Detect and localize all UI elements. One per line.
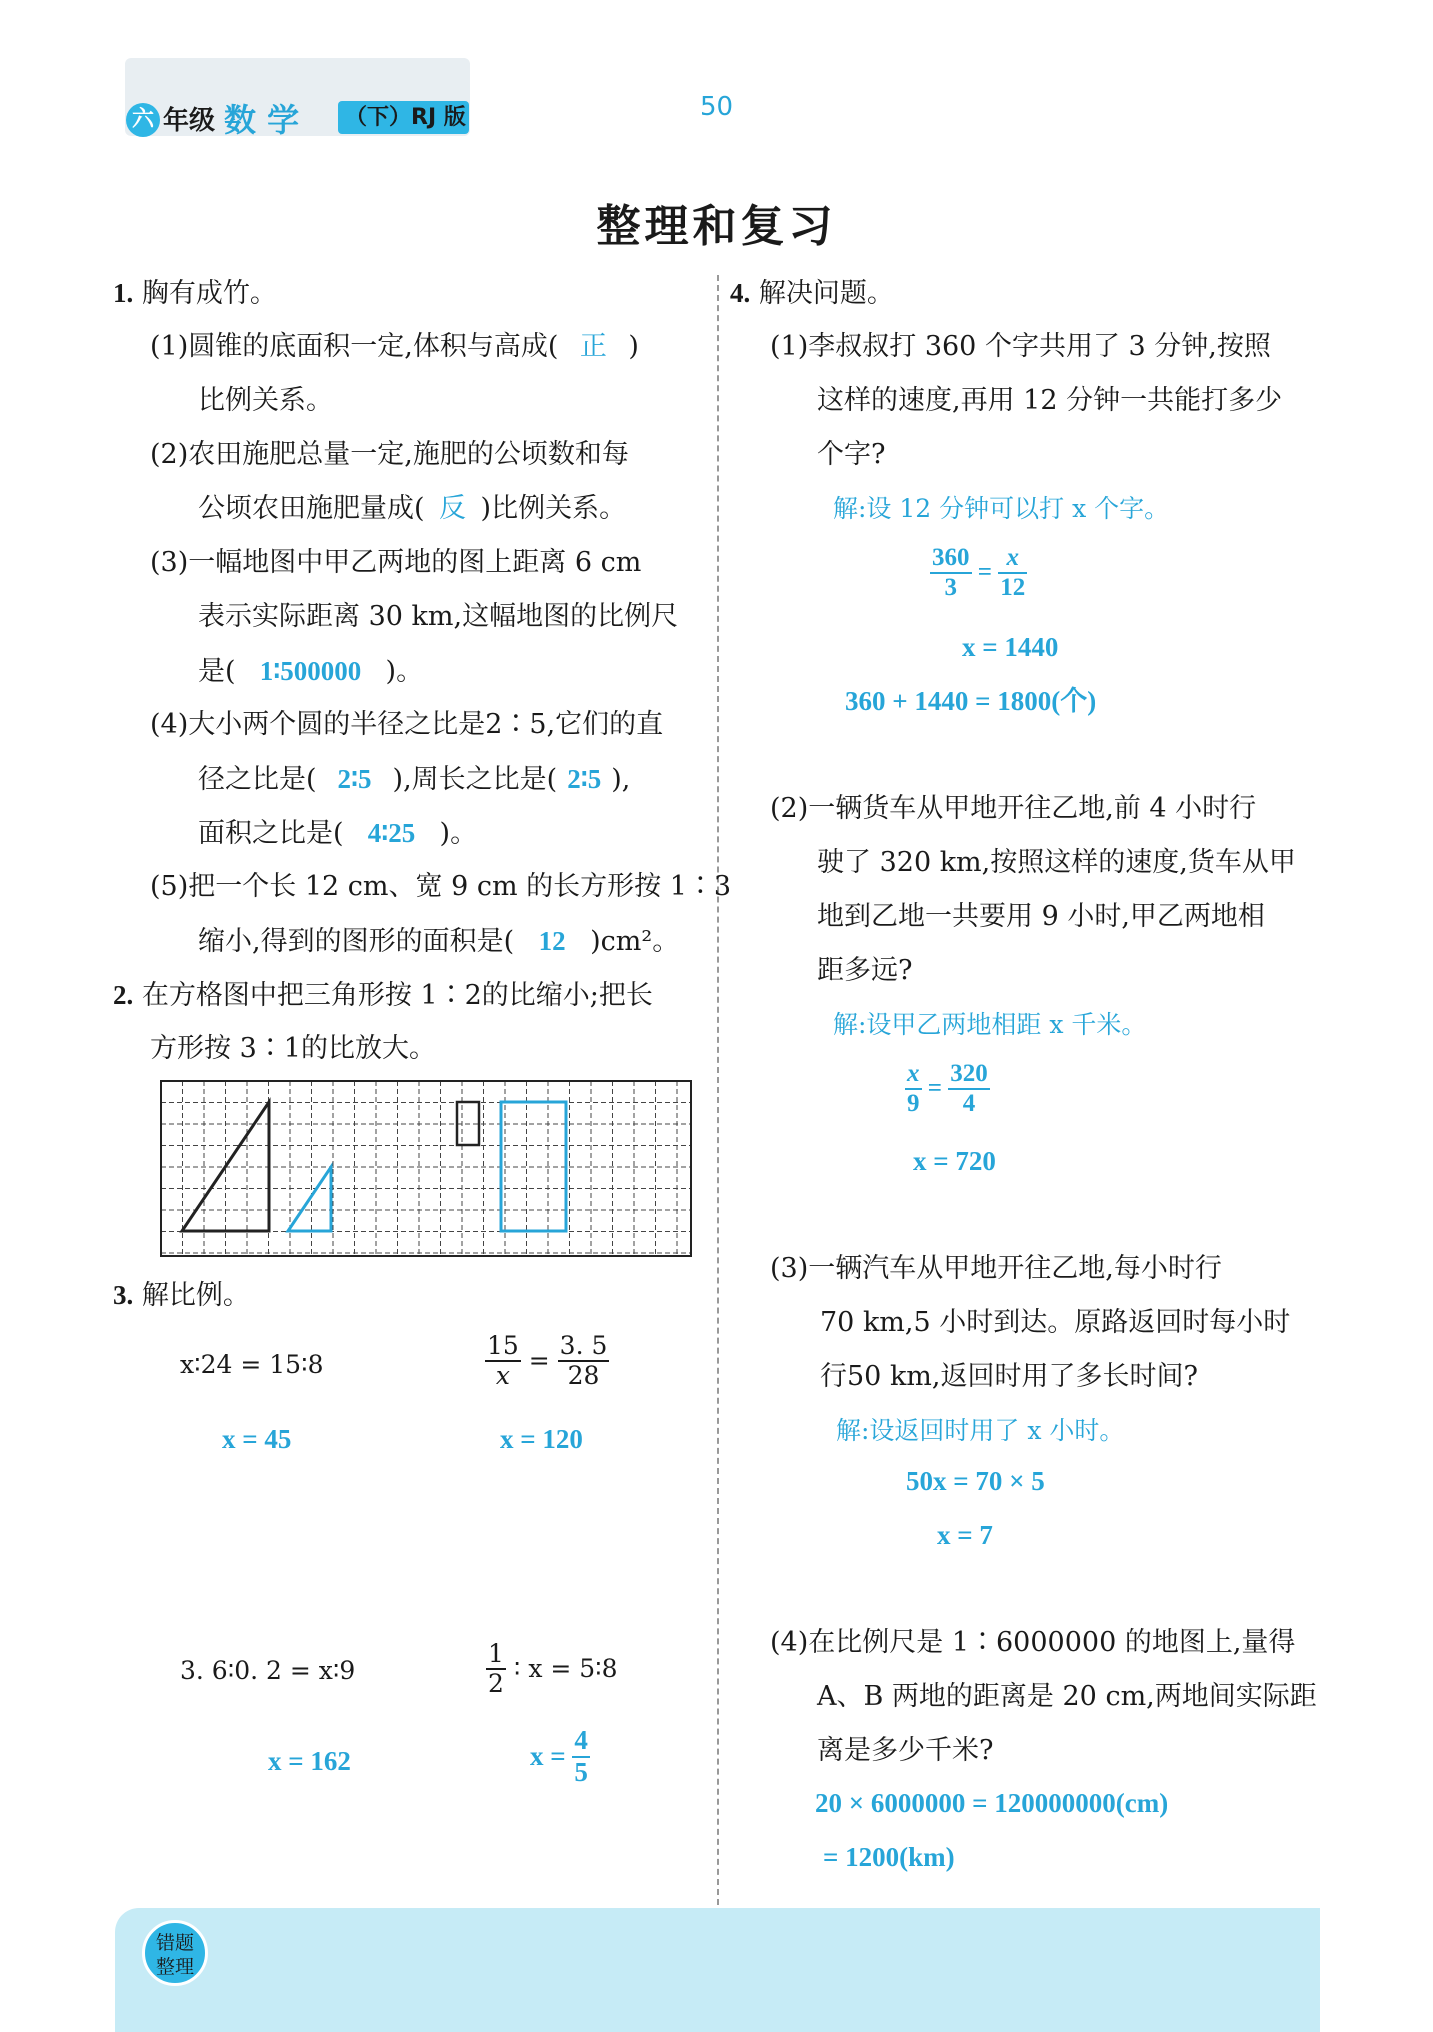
q4-s2-line4: 距多远? — [817, 955, 913, 986]
q3-eq2-frac2 — [558, 1332, 610, 1389]
q4-s1-frac1 — [930, 544, 972, 601]
q4-s4-answer2: = 1200(km) — [823, 1842, 955, 1872]
q4-s2-den2: 4 — [962, 1089, 976, 1117]
q4-s1-num2: x — [998, 544, 1027, 574]
q1-p2-tail: )比例关系。 — [480, 493, 627, 524]
error-notes-band — [115, 1908, 1320, 2032]
page-number: 50 — [700, 92, 734, 122]
q3-eq2-num2: 3. 5 — [559, 1331, 608, 1360]
q4-s1-x: x = 1440 — [962, 632, 1059, 662]
q3-number: 3. — [113, 1280, 134, 1310]
q2-number: 2. — [113, 980, 134, 1010]
q1-p3-answer: 1∶500000 — [259, 656, 362, 686]
badge-line2: 整理 — [155, 1956, 194, 1978]
q3-ans3: x = 162 — [268, 1746, 351, 1776]
q1-p4-text: 径之比是( — [198, 764, 317, 795]
q3-ans4-num: 4 — [572, 1726, 590, 1758]
q3-eq4 — [486, 1640, 618, 1697]
q3-ans1: x = 45 — [222, 1424, 292, 1454]
q1-p5-answer: 12 — [538, 926, 566, 956]
grade-badge: 六 — [126, 103, 160, 137]
q1-p1-line2: 比例关系。 — [198, 385, 333, 416]
q1-p5-line2 — [198, 914, 679, 969]
q3-eq2 — [485, 1332, 609, 1389]
q1-p5-line1: (5)把一个长 12 cm、宽 9 cm 的长方形按 1∶3 — [150, 871, 732, 902]
q4-s1-line3: 个字? — [817, 439, 886, 470]
q2-text-1: 在方格图中把三角形按 1∶2的比缩小;把长 — [141, 980, 653, 1011]
q1-p3-line1: (3)一幅地图中甲乙两地的图上距离 6 cm — [150, 547, 642, 578]
q3-ans4 — [530, 1726, 590, 1787]
q1-p1-answer: 正 — [579, 331, 607, 362]
q4-s2-frac2 — [948, 1060, 990, 1117]
q4-heading-text: 解决问题。 — [758, 278, 894, 309]
grid-figure — [160, 1080, 695, 1264]
q4-s3-solution: 解:设返回时用了 x 小时。 — [836, 1416, 1125, 1445]
q2-line2: 方形按 3∶1的比放大。 — [150, 1033, 436, 1064]
q1-number: 1. — [113, 278, 134, 308]
q3-ans2: x = 120 — [500, 1424, 583, 1454]
q3-eq2-den1: x — [495, 1360, 510, 1390]
badge-line1: 错题 — [155, 1932, 194, 1954]
q1-p2-answer: 反 — [439, 493, 467, 524]
q3-heading — [113, 1268, 250, 1323]
q4-s2-equals: = — [927, 1074, 942, 1102]
q3-eq1: x∶24 = 15∶8 — [180, 1350, 324, 1379]
q3-eq2-den2: 28 — [567, 1360, 600, 1390]
error-notes-badge — [142, 1920, 208, 1986]
q1-p3-text: 是( — [198, 656, 236, 687]
q4-s4-line2: A、B 两地的距离是 20 cm,两地间实际距 — [817, 1681, 1317, 1712]
q4-s1-line2: 这样的速度,再用 12 分钟一共能打多少 — [817, 385, 1283, 416]
q3-eq4-rest: ∶ x = 5∶8 — [513, 1654, 618, 1683]
q1-heading — [113, 266, 277, 321]
q1-p3-line2: 表示实际距离 30 km,这幅地图的比例尺 — [198, 601, 679, 632]
q4-s2-line1: (2)一辆货车从甲地开往乙地,前 4 小时行 — [770, 793, 1257, 824]
page-title: 整理和复习 — [596, 201, 837, 252]
q1-p4-line3 — [198, 806, 477, 861]
q4-s1-den1: 3 — [944, 573, 957, 601]
grid-svg — [160, 1080, 695, 1260]
q1-p1-close: ) — [628, 331, 639, 362]
q3-eq3: 3. 6∶0. 2 = x∶9 — [180, 1656, 356, 1685]
q4-s2-line2: 驶了 320 km,按照这样的速度,货车从甲 — [817, 847, 1296, 878]
q4-s1-proportion — [930, 544, 1027, 601]
q3-ans4-den: 5 — [574, 1756, 588, 1787]
q3-ans4-lhs: x = — [530, 1741, 566, 1772]
q4-s2-solution: 解:设甲乙两地相距 x 千米。 — [833, 1010, 1147, 1039]
q4-s3-x: x = 7 — [937, 1520, 993, 1550]
q1-p1-text: (1)圆锥的底面积一定,体积与高成( — [150, 331, 559, 362]
column-divider — [717, 275, 719, 1905]
q4-s1-total: 360 + 1440 = 1800(个) — [845, 686, 1097, 716]
q1-p3-line3 — [198, 644, 423, 699]
q4-s1-den2: 12 — [1000, 573, 1026, 601]
q4-s1-solution: 解:设 12 分钟可以打 x 个字。 — [833, 494, 1170, 523]
q1-p5-text: 缩小,得到的图形的面积是( — [198, 926, 515, 957]
q3-ans4-frac — [572, 1726, 590, 1787]
q4-s2-num1: x — [905, 1060, 922, 1090]
q1-p4-line1: (4)大小两个圆的半径之比是2∶5,它们的直 — [150, 709, 664, 740]
q1-p4-area-text: 面积之比是( — [198, 818, 344, 849]
q4-s1-equals: = — [977, 558, 992, 586]
edition-text: （下）RJ 版 — [345, 105, 466, 130]
q4-s3-equation: 50x = 70 × 5 — [906, 1466, 1045, 1496]
q1-p3-tail: )。 — [385, 656, 424, 687]
q3-eq2-num1: 15 — [487, 1331, 519, 1360]
q1-heading-text: 胸有成竹。 — [141, 278, 277, 309]
q1-p4-tail: )。 — [439, 818, 478, 849]
q1-p4-answer1: 2∶5 — [337, 764, 372, 794]
q4-s2-line3: 地到乙地一共要用 9 小时,甲乙两地相 — [817, 901, 1265, 932]
q1-p5-tail: )cm²。 — [590, 926, 680, 957]
q3-eq4-num: 1 — [488, 1639, 504, 1668]
q2-line1 — [113, 968, 653, 1023]
q3-eq4-frac — [486, 1640, 506, 1697]
q1-p1-line1 — [150, 320, 639, 374]
subject-text: 数 学 — [224, 101, 300, 139]
q4-number: 4. — [730, 278, 751, 308]
q4-s2-den1: 9 — [907, 1089, 920, 1117]
grade-text: 年级 — [163, 106, 216, 136]
q4-s2-num2: 320 — [948, 1060, 990, 1090]
q4-s2-proportion — [905, 1060, 990, 1117]
q1-p4-line2 — [198, 752, 630, 807]
q4-s4-line1: (4)在比例尺是 1∶6000000 的地图上,量得 — [770, 1627, 1296, 1658]
q4-s3-line3: 行50 km,返回时用了多长时间? — [820, 1361, 1198, 1392]
q3-eq2-frac1 — [485, 1332, 521, 1389]
q1-p4-end: ), — [611, 764, 631, 795]
q4-s3-line2: 70 km,5 小时到达。原路返回时每小时 — [820, 1307, 1291, 1338]
q1-p2-line2 — [198, 482, 626, 536]
q3-heading-text: 解比例。 — [141, 1280, 250, 1311]
q4-s3-line1: (3)一辆汽车从甲地开往乙地,每小时行 — [770, 1253, 1222, 1284]
q1-p2-text: 公顷农田施肥量成( — [198, 493, 425, 524]
q1-p4-answer2: 2∶5 — [567, 764, 602, 794]
q1-p4-answer3: 4∶25 — [367, 818, 416, 848]
q4-heading — [730, 266, 894, 321]
q1-p2-line1: (2)农田施肥总量一定,施肥的公顷数和每 — [150, 439, 629, 470]
q4-s2-x: x = 720 — [913, 1146, 996, 1176]
q4-s1-num1: 360 — [930, 544, 972, 574]
q4-s1-line1: (1)李叔叔打 360 个字共用了 3 分钟,按照 — [770, 331, 1271, 362]
q3-eq4-den: 2 — [488, 1668, 504, 1698]
q1-p4-mid: ),周长之比是( — [392, 764, 558, 795]
q4-s2-frac1 — [905, 1060, 922, 1117]
q4-s1-frac2 — [998, 544, 1027, 601]
reduced-triangle — [288, 1167, 331, 1231]
q4-s4-answer1: 20 × 6000000 = 120000000(cm) — [815, 1788, 1169, 1818]
q4-s4-line3: 离是多少千米? — [817, 1735, 994, 1766]
q3-eq2-equals: = — [528, 1346, 550, 1375]
